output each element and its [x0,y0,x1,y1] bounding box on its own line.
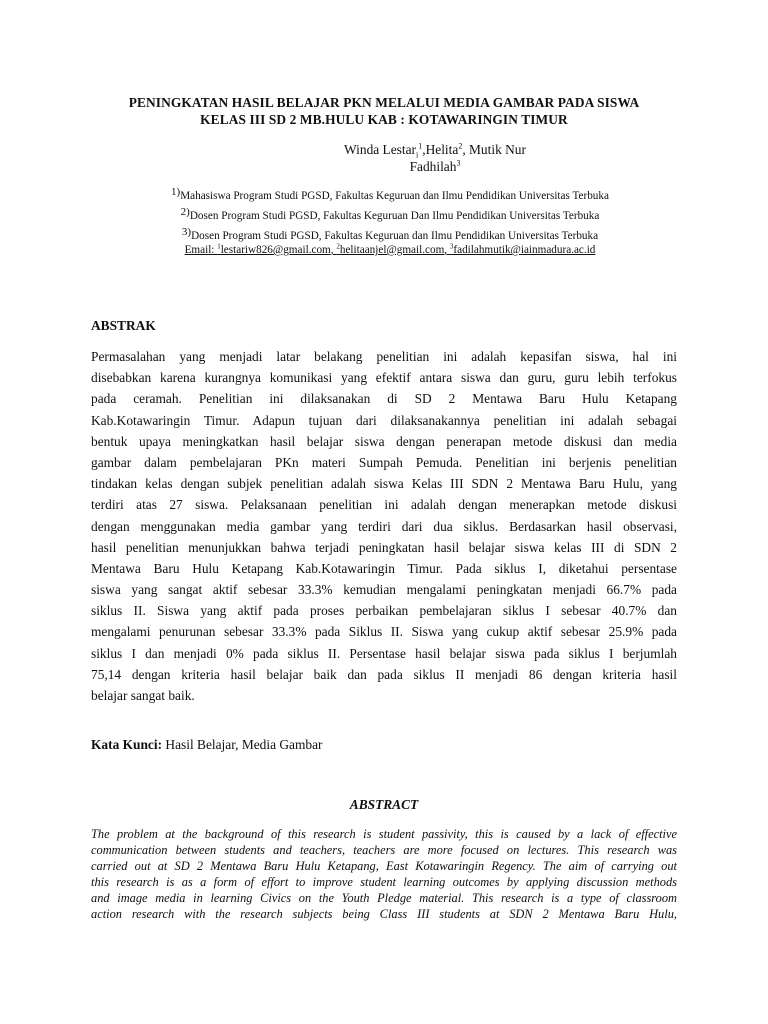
email-link[interactable]: lestariw826@gmail.com [220,244,331,256]
abstrak-heading: ABSTRAK [91,318,156,333]
author-affil-mark: 2 [458,141,463,151]
title-line: KELAS III SD 2 MB.HULU KAB : KOTAWARINGIN TIMUR [200,112,568,127]
abstrak-line: 75,14 dengan kriteria hasil belajar baik dan pada siklus II menjadi 86 dengan kriteria hasil [91,666,677,682]
email-mark: 1 [217,242,221,251]
author-line [270,158,600,175]
affiliation-text: Dosen Program Studi PGSD, Fakultas Keguruan dan Ilmu Pendidikan Universitas Terbuka [191,230,599,242]
email-separator: , [330,244,337,256]
email-mark: 3 [449,242,454,251]
author-line [270,141,600,158]
abstract-line: The problem at the background of this research is student passivity, this is caused by a lack of effective [91,827,677,841]
email-link[interactable]: helitaanjel@gmail.com [339,244,445,256]
abstrak-line: Permasalahan yang menjadi latar belakang penelitian ini adalah kepasifan siswa, hal ini [91,349,677,364]
abstrak-line: bentuk upaya meningkatkan hasil belajar siswa dengan penerapan metode diskusi dan media [91,433,677,449]
affiliations [90,186,690,256]
abstract-line: communication between students and teachers, teachers are more focused on lectures. This research was [91,843,677,857]
email-separator: , [444,244,450,256]
abstrak-line: terdiri atas 27 siswa. Pelaksanaan penelitian ini adalah dengan menerapkan metode diskusi [91,497,677,513]
keywords [91,737,323,753]
affiliation-number: 1) [171,186,181,198]
email-link[interactable]: fadilahmutik@iainmadura.ac.id [453,244,596,256]
abstrak-line: hasil penelitian menunjukkan bahwa terjadi peningkatan hasil belajar siswa kelas III di SDN 2 [91,539,677,555]
abstrak-line: belajar sangat baik. [91,688,195,703]
abstrak-line: disebabkan karena kurangnya komunikasi yang efektif antara siswa dan guru, guru lebih terfokus [91,370,677,386]
affiliation [90,226,690,246]
abstrak-line: pada ceramah. Penelitian ini dilaksanakan di SD 2 Mentawa Baru Hulu Ketapang [91,391,677,407]
paper-title [70,94,698,128]
author-name: Winda Lestar [344,142,417,157]
affiliation-text: Mahasiswa Program Studi PGSD, Fakultas Keguruan dan Ilmu Pendidikan Universitas Terbuka [180,190,609,202]
affiliation-number: 3) [181,226,192,238]
email-line [90,244,690,256]
affiliation-number: 2) [180,206,190,218]
email-label: Email: [184,244,218,256]
author-affil-mark: 1 [418,141,423,151]
author-name: ,Helita [422,142,459,157]
title-line: PENINGKATAN HASIL BELAJAR PKN MELALUI MEDIA GAMBAR PADA SISWA [128,95,640,110]
abstrak-line: siklus I dan menjadi 0% pada siklus II. Persentase hasil belajar siswa pada siklus I berjumlah [91,645,677,661]
abstract-line: carried out at SD 2 Mentawa Baru Hulu Ketapang, East Kotawaringin Regency. The aim of carrying out [91,859,677,873]
abstrak-line: siklus II. Siswa yang aktif pada proses perbaikan pembelajaran siklus I sebesar 40.7% dan [91,603,677,619]
abstrak-line: Kab.Kotawaringin Timur. Adapun tujuan dari dilaksanakannya penelitian ini adalah sebagai [91,412,677,428]
abstrak-line: mengalami penurunan sebesar 33.3% pada Siklus II. Siswa yang cukup aktif sebesar 25.9% pada [91,624,677,640]
author-list [270,141,600,175]
abstrak-body [91,346,677,706]
abstrak-line: Mentawa Baru Hulu Ketapang Kab.Kotawaringin Timur. Pada siklus I, diketahui persentase [91,560,677,576]
keywords-label: Kata Kunci: [91,737,163,752]
abstract-line: this research is as a form of effort to improve student learning outcomes by applying discussion methods [91,875,677,889]
abstrak-line: tindakan kelas dengan subjek penelitian adalah siswa Kelas III SDN 2 Mentawa Baru Hulu, yang [91,476,677,492]
abstrak-line: siswa yang sangat aktif sebesar 33.3% kemudian mengalami peningkatan menjadi 66.7% pada [91,582,677,598]
email-mark: 2 [336,242,340,251]
affiliation [90,206,690,226]
abstract-body [91,826,677,922]
abstract-line: and image media in learning Civics on the Youth Pledge material. This research is a type of classroom [91,891,677,905]
abstrak-line: dengan menggunakan media gambar yang terdiri dari dua siklus. Berdasarkan hasil observasi, [91,518,677,534]
author-affil-mark: 3 [456,158,461,168]
abstrak-line: gambar dalam pembelajaran PKn materi Sumpah Pemuda. Penelitian ini berjenis penelitian [91,454,677,470]
author-name: Fadhilah [409,159,457,174]
affiliation-text: Dosen Program Studi PGSD, Fakultas Keguruan Dan Ilmu Pendidikan Universitas Terbuka [189,210,600,222]
abstract-line: action research with the research subjects being Class III students at SDN 2 Mentawa Baru Hulu, [91,907,677,921]
keywords-value: Hasil Belajar, Media Gambar [162,737,323,752]
affiliation [90,186,690,206]
abstract-heading: ABSTRACT [349,797,419,812]
author-name: , Mutik Nur [462,142,526,157]
author-subscript: i [416,150,419,160]
